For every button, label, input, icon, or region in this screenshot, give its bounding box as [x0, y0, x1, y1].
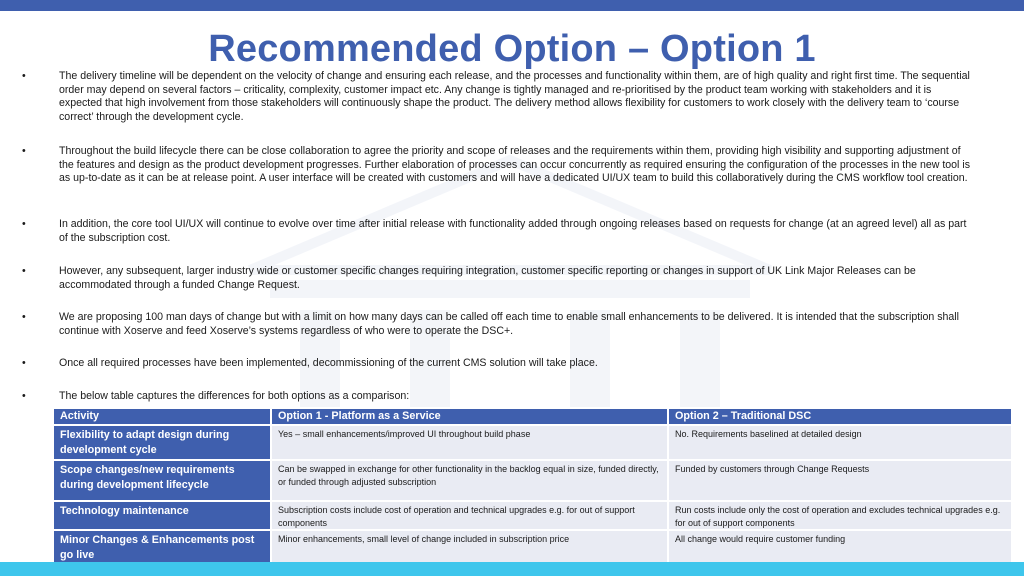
bottom-accent-bar [0, 562, 1024, 576]
activity-cell: Minor Changes & Enhancements post go live [54, 531, 270, 563]
activity-cell: Technology maintenance [54, 502, 270, 529]
page-title: Recommended Option – Option 1 [208, 28, 816, 70]
bullet-text: In addition, the core tool UI/UX will continue to evolve over time after initial release with functionality added through ongoing releases based on requests for change (at an agreed level) all as part of the subscription cost. [59, 218, 967, 244]
column-header-option-2: Option 2 – Traditional DSC [669, 409, 1011, 424]
table-row [54, 461, 1011, 500]
option-1-cell: Subscription costs include cost of operation and technical upgrades e.g. for out of support components [272, 502, 667, 529]
bullet-icon: • [22, 390, 26, 402]
option-2-cell: All change would require customer funding [669, 531, 1011, 563]
table-header-row [54, 409, 1011, 424]
table-row [54, 502, 1011, 529]
option-2-cell: Run costs include only the cost of operation and excludes technical upgrades e.g. for out of support components [669, 502, 1011, 529]
bullet-text: We are proposing 100 man days of change but with a limit on how many days can be called off each time to enable small enhancements to be delivered. It is intended that the subscription shall continue with Xoserve and feed Xoserve’s systems regardless of who were to operate the DSC+. [59, 311, 960, 337]
option-2-cell: Funded by customers through Change Requests [669, 461, 1011, 500]
table-row [54, 426, 1011, 459]
top-accent-bar [0, 0, 1024, 11]
bullet-icon: • [22, 311, 26, 323]
column-header-option-1: Option 1 - Platform as a Service [272, 409, 667, 424]
bullet-text: Once all required processes have been implemented, decommissioning of the current CMS solution will take place. [59, 357, 598, 369]
bullet-text: The delivery timeline will be dependent on the velocity of change and ensuring each release, and the processes and functionality within them, are of high quality and right first time. The sequential order may depend on several factors – criticality, complexity, customer impact etc. Any change is tightly managed and re-prioritised by the product team working with stakeholders and it is expected that high involvement from those stakeholders will continuously shape the product. The delivery method allows flexibility for customers to work closely with the delivery team to ‘course correct’ through the development cycle. [59, 70, 970, 123]
bullet-icon: • [22, 145, 26, 157]
option-1-cell: Can be swapped in exchange for other functionality in the backlog equal in size, funded directly, or funded through adjusted subscription [272, 461, 667, 500]
activity-cell: Flexibility to adapt design during development cycle [54, 426, 270, 459]
activity-cell: Scope changes/new requirements during development lifecycle [54, 461, 270, 500]
option-2-cell: No. Requirements baselined at detailed design [669, 426, 1011, 459]
bullet-text: However, any subsequent, larger industry wide or customer specific changes requiring integration, customer specific reporting or changes in support of UK Link Major Releases can be accommodated through a funded Change Request. [59, 265, 916, 291]
bullet-text: The below table captures the differences for both options as a comparison: [59, 390, 410, 402]
bullet-icon: • [22, 218, 26, 230]
bullet-icon: • [22, 357, 26, 369]
comparison-table [52, 407, 1013, 565]
bullet-icon: • [22, 265, 26, 277]
option-1-cell: Yes – small enhancements/improved UI throughout build phase [272, 426, 667, 459]
column-header-activity: Activity [54, 409, 270, 424]
bullet-icon: • [22, 70, 26, 82]
table-row [54, 531, 1011, 563]
option-1-cell: Minor enhancements, small level of change included in subscription price [272, 531, 667, 563]
bullet-text: Throughout the build lifecycle there can be close collaboration to agree the priority and scope of releases and the requirements within them, providing high visibility and supporting adjustment of the features and design as the product development progresses. Further elaboration of processes can occur concurrently as required ensuring the configuration of the processes in the new tool is as up-to-date as it can be at release point. A user interface will be created with customers and will have a dedicated UI/UX team to build this collaboratively during the CMS workflow tool creation. [59, 145, 971, 185]
